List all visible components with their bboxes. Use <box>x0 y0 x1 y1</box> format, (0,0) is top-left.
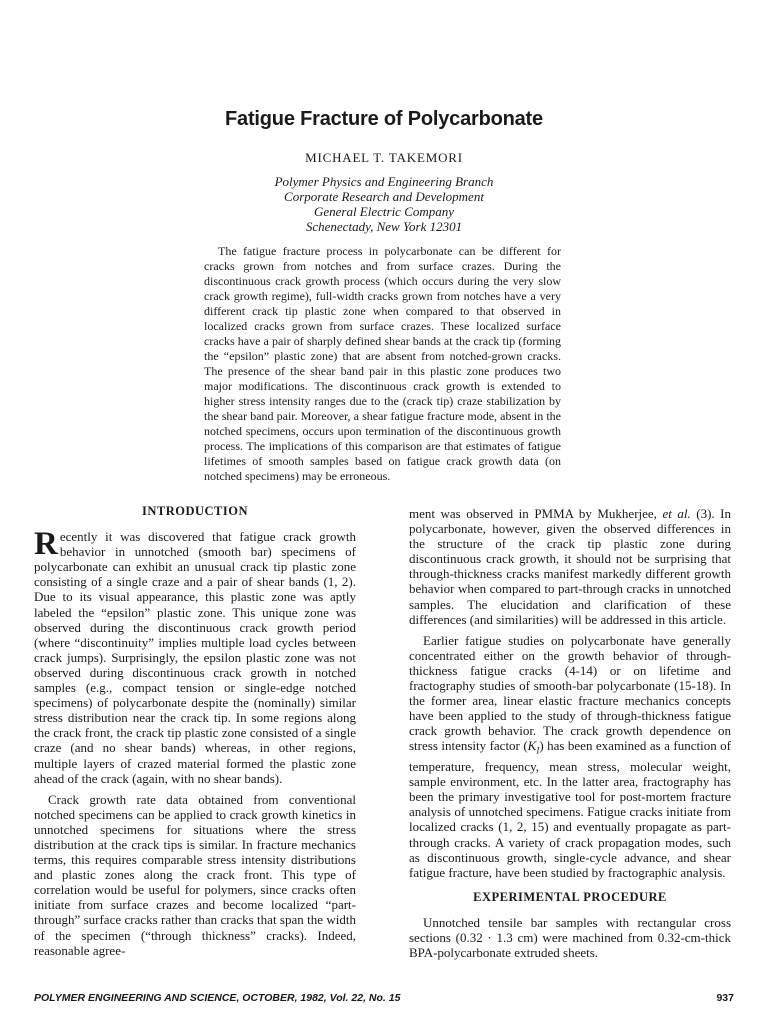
journal-citation: POLYMER ENGINEERING AND SCIENCE, OCTOBER, 1982, Vol. 22, No. 15 <box>34 992 401 1004</box>
left-column <box>34 504 356 958</box>
section-heading-introduction: INTRODUCTION <box>141 504 248 518</box>
right-paragraph-2 <box>409 633 731 880</box>
right-paragraph-3: Unnotched tensile bar samples with rectangular cross sections (0.32 · 1.3 cm) were machined from 0.32-cm-thick BPA-polycarbonate extruded sheets. <box>409 914 731 961</box>
paper-title: Fatigue Fracture of Polycarbonate <box>225 108 543 130</box>
section-heading-experimental: EXPERIMENTAL PROCEDURE <box>473 889 667 904</box>
stress-intensity-subscript: I <box>536 746 540 756</box>
right-paragraph-1-rest: (3). In polycarbonate, however, given the observed differences in the structure of the crack tip plastic zone during discontinuous crack growth, it should not be surprising that through-thickness cracks manifest markedly different growth behavior when compared to part-through cracks in unnotched samples. The elucidation and clarification of these differences (and similarities) will be addressed in this article. <box>409 506 731 627</box>
affiliation-line: General Electric Company <box>313 204 455 219</box>
right-column <box>409 506 731 960</box>
abstract: The fatigue fracture process in polycarbonate can be different for cracks grown from notches and from surface crazes. During the discontinuous crack growth process (which occurs during the very slow crack growth regime), full-width cracks grown from notches have a very different crack tip plastic zone when compared to that observed in localized cracks grown from surface crazes. These localized surface cracks have a pair of sharply defined shear bands at the crack tip (forming the “epsilon” plastic zone) that are absent from notched-grown cracks. The presence of the shear band pair in this plastic zone produces two major modifications. The discontinuous crack growth is extended to higher stress intensity ranges due to the (crack tip) craze stabilization by the shear band pair. Moreover, a shear fatigue fracture mode, absent in the notched specimens, occurs upon termination of the discontinuous growth process. The implications of this comparison are that estimates of fatigue lifetimes of smooth samples based on fatigue crack growth data (on notched specimens) may be erroneous. <box>204 244 561 483</box>
affiliation-block <box>0 174 768 234</box>
page-number: 937 <box>716 992 734 1004</box>
intro-paragraph-1-text: ecently it was discovered that fatigue crack growth behavior in unnotched (smooth bar) specimens of polycarbonate can exhibit an unusual crack tip plastic zone consisting of a single craze and a pair of shear bands (1, 2). Due to its visual appearance, this plastic zone was aptly labeled the “epsilon” plastic zone. This unique zone was observed during the discontinuous crack growth period (where “discontinuity” implies multiple load cycles between crack jumps). Surprisingly, the epsilon plastic zone was not observed during discontinuous crack growth in notched samples (e.g., compact tension or single-edge notched specimens) of polycarbonate despite the (nominally) similar stress distribution near the crack tip. In some regions along the crack front, the crack tip plastic zone consisted of a single craze (and no shear bands) whereas, in other regions, multiple layers of crazed material formed the plastic zone ahead of the crack (again, with no shear bands). <box>34 529 356 786</box>
intro-paragraph-1 <box>34 526 356 786</box>
right-paragraph-1 <box>409 506 731 627</box>
affiliation-line: Schenectady, New York 12301 <box>305 219 463 234</box>
stress-intensity-symbol: K <box>527 738 537 754</box>
right-paragraph-2-rest: ) has been examined as a function of temperature, frequency, mean stress, molecular weight, sample environment, etc. In the latter area, fractography has been the primary investigative tool for post-mortem fracture analysis of unnotched specimens. Fatigue cracks initiate from localized cracks (1, 2, 15) and eventually propagate as part-through cracks. A variety of crack propagation modes, such as discontinuous growth, single-cycle advance, and shear fatigue fracture, have been studied by fractographic analysis. <box>409 738 731 880</box>
right-paragraph-2-start: Earlier fatigue studies on polycarbonate have generally concentrated either on the growth behavior of through-thickness fatigue cracks (4-14) or on lifetime and fractography studies of smooth-bar polycarbonate (15-18). In the former area, linear elastic fracture mechanics concepts have been applied to the study of through-thickness fatigue crack growth behavior. The crack growth dependence on stress intensity factor ( <box>409 632 731 754</box>
affiliation-line: Corporate Research and Development <box>284 189 484 204</box>
right-paragraph-1-start: ment was observed in PMMA by Mukherjee, <box>409 506 663 521</box>
et-al: et al. <box>662 506 691 521</box>
intro-paragraph-2: Crack growth rate data obtained from conventional notched specimens can be applied to crack growth kinetics in unnotched specimens for situations where the stress distribution at the crack tips is similar. In fracture mechanics terms, this requires comparable stress intensity distributions and plastic zones along the crack front. This type of correlation would be useful for polymers, since cracks often initiate from surface crazes and become localized “part-through” surface cracks rather than cracks that span the width of the specimen (“through thickness” cracks). Indeed, reasonable agree- <box>34 791 356 958</box>
drop-cap: R <box>34 526 58 563</box>
affiliation-line: Polymer Physics and Engineering Branch <box>274 174 494 189</box>
author-name: MICHAEL T. TAKEMORI <box>305 150 463 165</box>
page-footer <box>34 992 734 1004</box>
